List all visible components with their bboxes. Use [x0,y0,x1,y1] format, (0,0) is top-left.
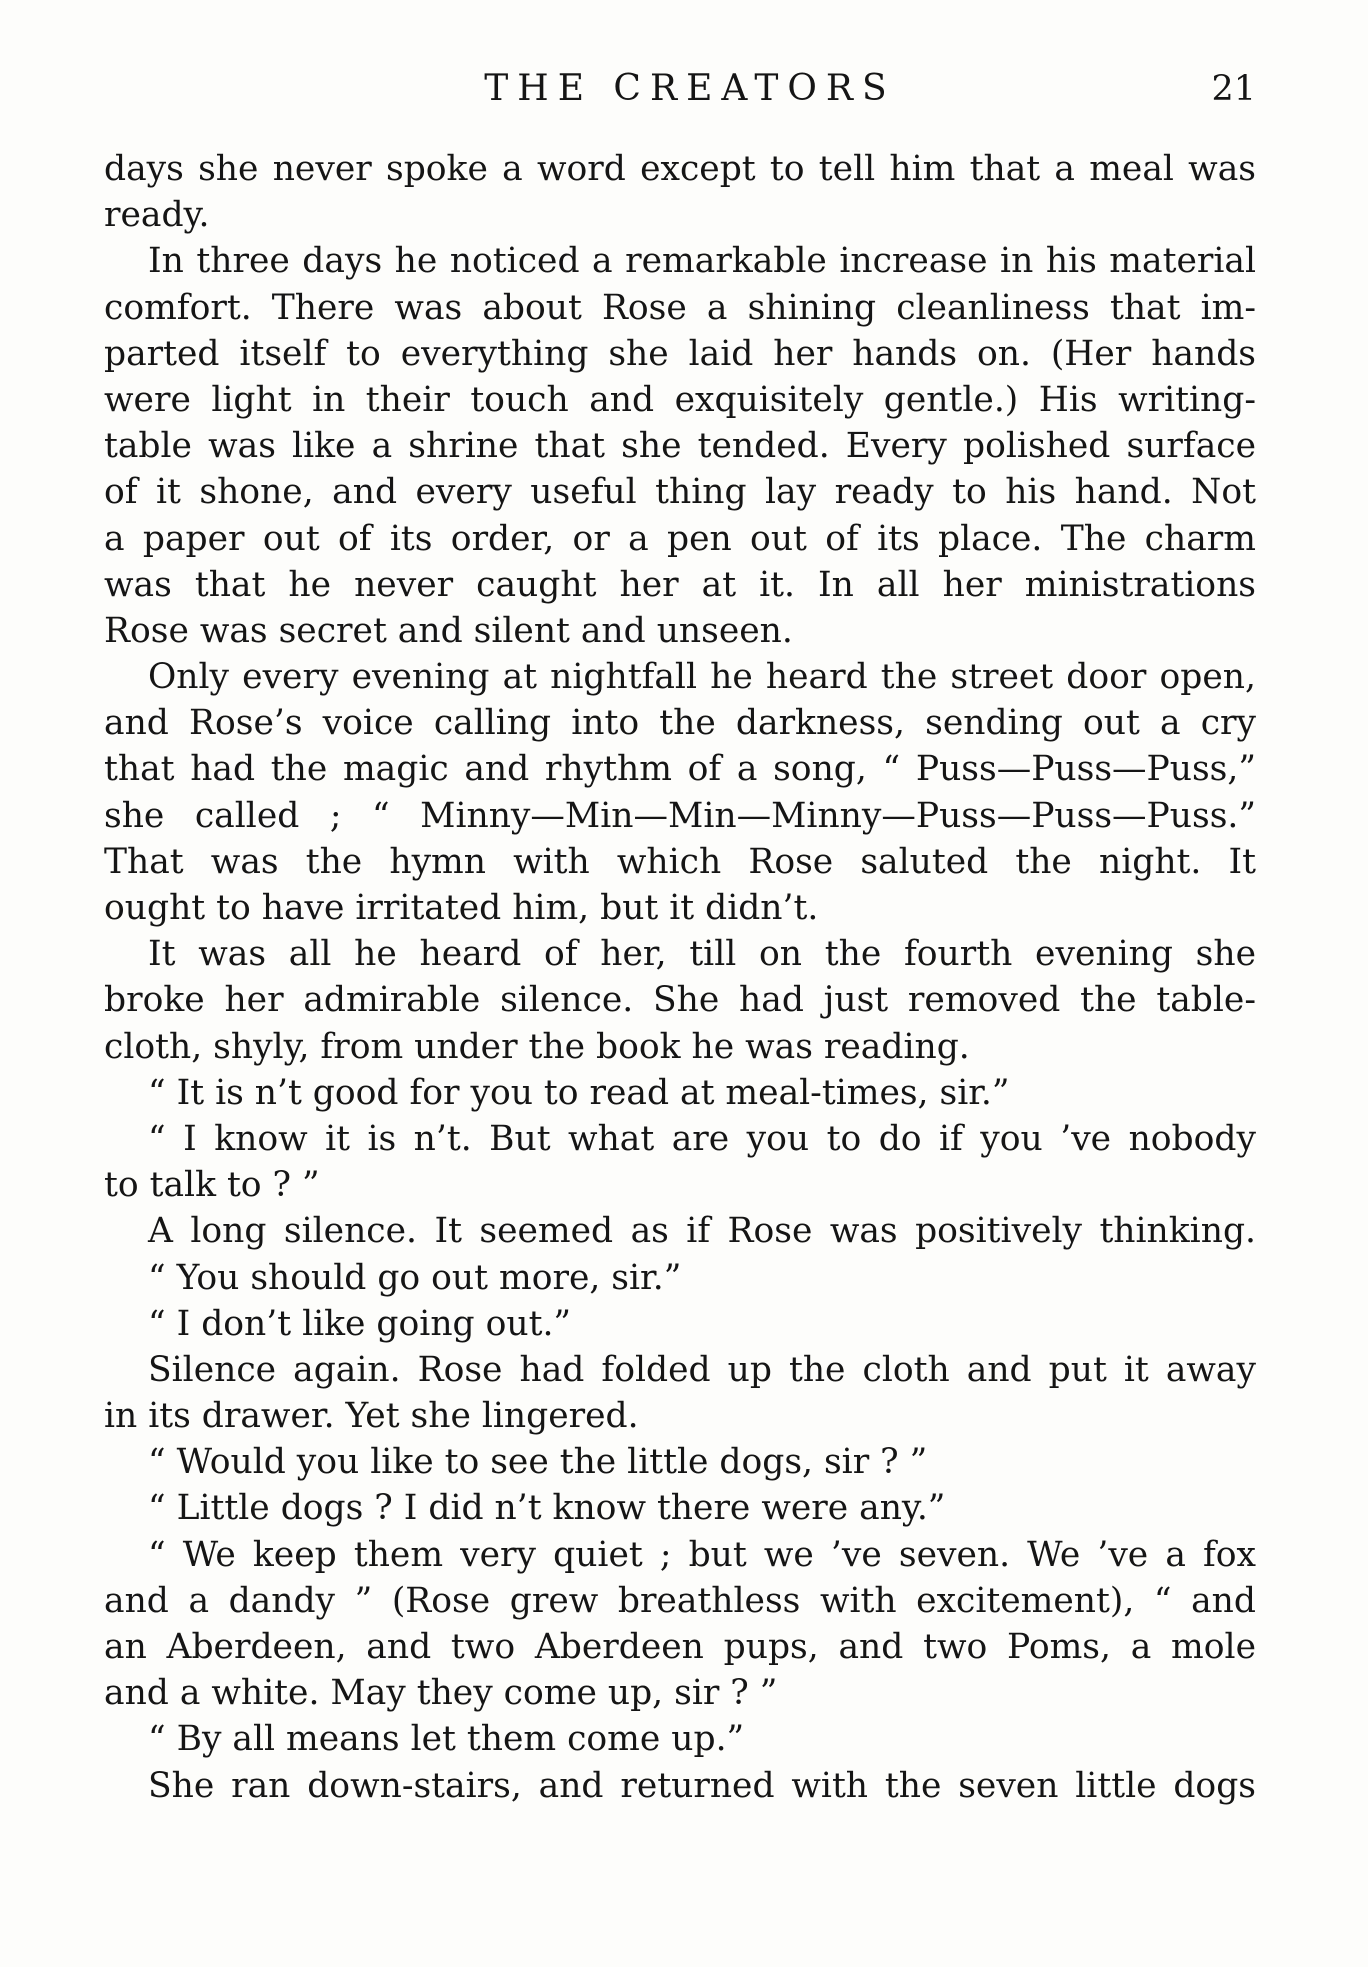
text-line: were light in their touch and exquisitely gentle.) His writing- [104,379,1256,420]
text-line: Silence again. Rose had folded up the cloth and put it away [148,1349,1256,1390]
text-line: of it shone, and every useful thing lay ready to his hand. Not [104,472,1256,513]
text-line: and Rose’s voice calling into the darkness, sending out a cry [104,703,1256,744]
text-line: and a dandy ” (Rose grew breathless with excitement), “ and [104,1580,1256,1621]
text-line: she called ; “ Minny—Min—Min—Minny—Puss—Puss—Puss.” [104,795,1256,836]
text-line: table was like a shrine that she tended. Every polished surface [104,426,1256,467]
text-line: She ran down-stairs, and returned with the seven little dogs [148,1765,1256,1806]
text-line: ought to have irritated him, but it didn’t. [104,888,819,928]
text-line: cloth, shyly, from under the book he was reading. [104,1026,970,1067]
text-line: “ I don’t like going out.” [148,1303,572,1344]
text-line: It was all he heard of her, till on the fourth evening she [148,934,1256,975]
text-line: to talk to ? ” [104,1165,320,1206]
text-line: was that he never caught her at it. In all her ministrations [104,564,1256,605]
text-line: a paper out of its order, or a pen out of its place. The charm [104,518,1256,559]
text-line: “ We keep them very quiet ; but we ’ve seven. We ’ve a fox [148,1534,1256,1575]
body-text [104,146,1256,1809]
text-line: That was the hymn with which Rose saluted the night. It [104,841,1256,882]
text-line: “ By all means let them come up.” [148,1719,745,1760]
text-line: parted itself to everything she laid her hands on. (Her hands [104,333,1256,374]
text-line: an Aberdeen, and two Aberdeen pups, and two Poms, a mole [104,1627,1256,1667]
running-header [104,64,1256,114]
text-line: “ I know it is n’t. But what are you to do if you ’ve nobody [148,1118,1256,1159]
text-line: “ Would you like to see the little dogs, sir ? ” [148,1442,928,1483]
text-line: broke her admirable silence. She had just removed the table- [104,980,1256,1021]
text-line: Rose was secret and silent and unseen. [104,610,793,651]
text-line: and a white. May they come up, sir ? ” [104,1673,778,1714]
text-line: “ You should go out more, sir.” [148,1257,682,1298]
text-line: A long silence. It seemed as if Rose was positively thinking. [148,1211,1256,1252]
page-number: 21 [1211,69,1256,109]
text-line: “ It is n’t good for you to read at meal-times, sir.” [148,1072,1010,1113]
text-line: days she never spoke a word except to tell him that a meal was [104,149,1256,189]
text-line: Only every evening at nightfall he heard the street door open, [148,657,1256,698]
running-title: THE CREATORS [484,68,896,109]
text-line: comfort. There was about Rose a shining cleanliness that im- [104,287,1256,328]
text-line: ready. [104,195,210,236]
text-line: in its drawer. Yet she lingered. [104,1396,639,1437]
text-line: “ Little dogs ? I did n’t know there were any.” [148,1488,946,1529]
text-line: In three days he noticed a remarkable increase in his material [148,241,1256,282]
text-line: that had the magic and rhythm of a song, “ Puss—Puss—Puss,” [104,749,1256,790]
